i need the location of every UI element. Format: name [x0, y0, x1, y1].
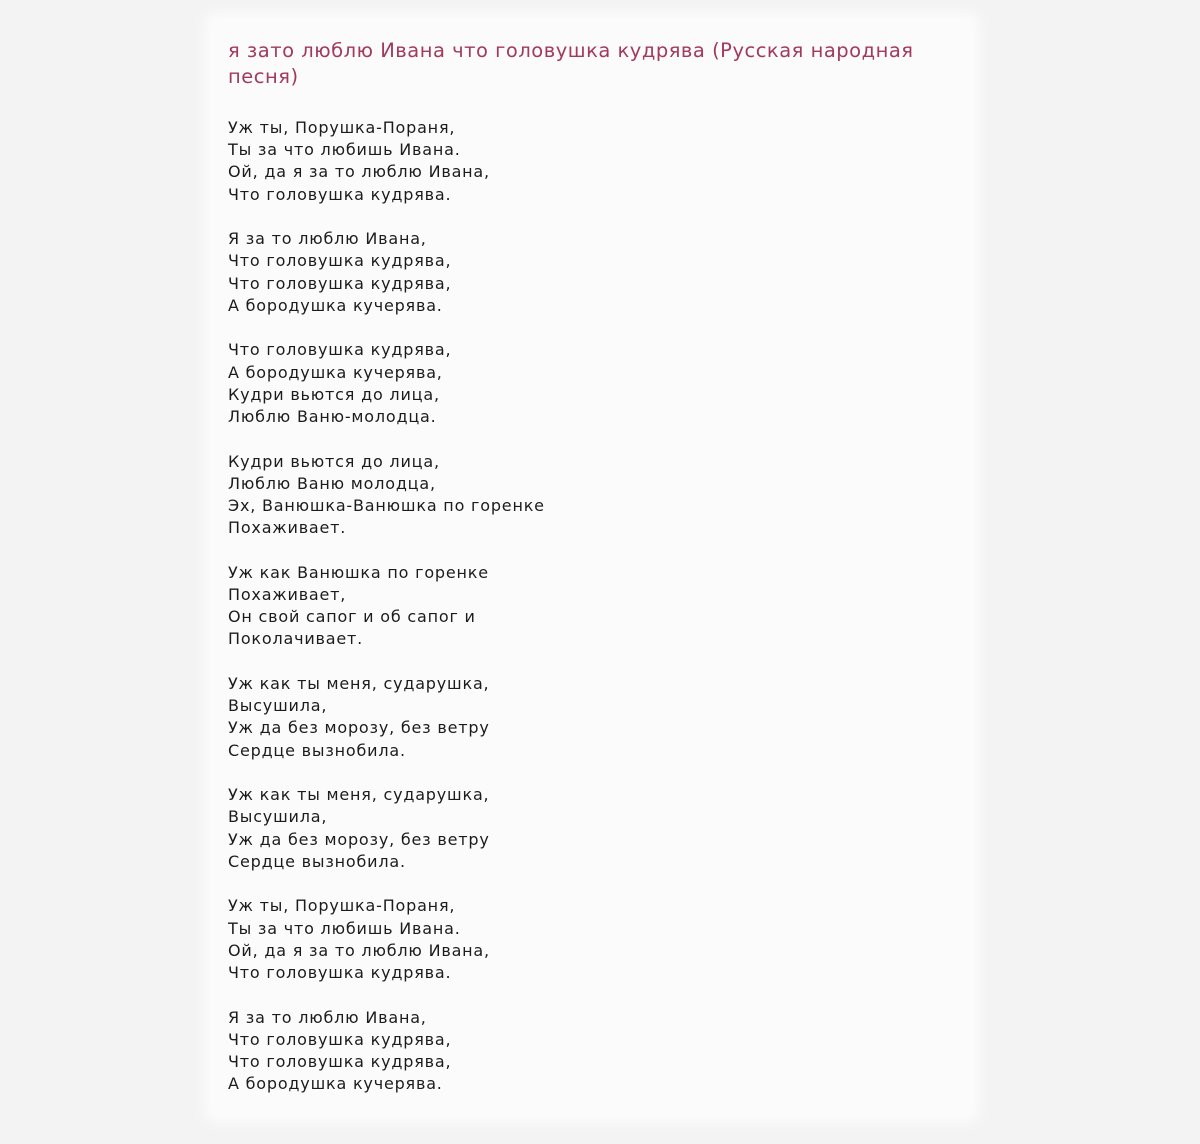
lyric-line: Уж как ты меня, сударушка,	[228, 785, 490, 805]
lyric-line: Уж как ты меня, сударушка,	[228, 674, 490, 694]
lyric-line: Кудри вьются до лица,	[228, 451, 440, 471]
lyric-line: Уж да без морозу, без ветру	[228, 718, 490, 738]
lyric-line: Что головушка кудрява,	[228, 273, 452, 293]
lyric-line: Что головушка кудрява,	[228, 340, 452, 360]
lyric-line: Люблю Ваню молодца,	[228, 473, 436, 493]
lyric-line: Уж ты, Порушка-Пораня,	[228, 118, 456, 137]
stanza	[228, 562, 788, 651]
lyric-line: Ой, да я за то люблю Ивана,	[228, 162, 490, 182]
lyric-line: Ты за что любишь Ивана.	[228, 140, 461, 160]
stanza	[228, 673, 788, 762]
lyric-line: Уж да без морозу, без ветру	[228, 829, 490, 849]
lyric-line: Сердце вызнобила.	[228, 740, 406, 760]
song-title: я зато люблю Ивана что головушка кудрява (Русская народная песня)	[228, 39, 914, 88]
lyric-line: Сердце вызнобила.	[228, 851, 406, 871]
lyric-line: Похаживает,	[228, 585, 347, 605]
lyric-line: Похаживает.	[228, 518, 347, 538]
lyric-line: Уж ты, Порушка-Пораня,	[228, 896, 456, 916]
lyric-line: Я за то люблю Ивана,	[228, 1007, 427, 1027]
lyric-line: Уж как Ванюшка по горенке	[228, 562, 489, 582]
lyrics-body	[228, 117, 788, 1118]
lyric-line: Высушила,	[228, 807, 328, 827]
lyric-line: Он свой сапог и об сапог и	[228, 607, 476, 627]
lyric-line: Что головушка кудрява.	[228, 184, 452, 204]
stanza	[228, 228, 788, 317]
lyric-line: А бородушка кучерява,	[228, 362, 443, 382]
lyric-line: Эх, Ванюшка-Ванюшка по горенке	[228, 496, 545, 516]
lyric-line: А бородушка кучерява.	[228, 295, 443, 315]
stanza	[228, 451, 788, 540]
stanza	[228, 1007, 788, 1096]
lyric-line: Что головушка кудрява,	[228, 251, 452, 271]
stanza	[228, 117, 788, 206]
lyric-line: Я за то люблю Ивана,	[228, 229, 427, 249]
stanza	[228, 339, 788, 428]
lyric-line: А бородушка кучерява.	[228, 1074, 443, 1094]
lyric-line: Что головушка кудрява,	[228, 1052, 452, 1072]
lyric-line: Ой, да я за то люблю Ивана,	[228, 940, 490, 960]
lyric-line: Люблю Ваню-молодца.	[228, 407, 437, 427]
stanza	[228, 784, 788, 873]
lyric-line: Что головушка кудрява.	[228, 963, 452, 983]
lyric-line: Высушила,	[228, 696, 328, 716]
lyric-line: Ты за что любишь Ивана.	[228, 918, 461, 938]
lyric-line: Поколачивает.	[228, 629, 364, 649]
lyric-line: Кудри вьются до лица,	[228, 384, 440, 404]
stanza	[228, 895, 788, 984]
lyric-line: Что головушка кудрява,	[228, 1029, 452, 1049]
